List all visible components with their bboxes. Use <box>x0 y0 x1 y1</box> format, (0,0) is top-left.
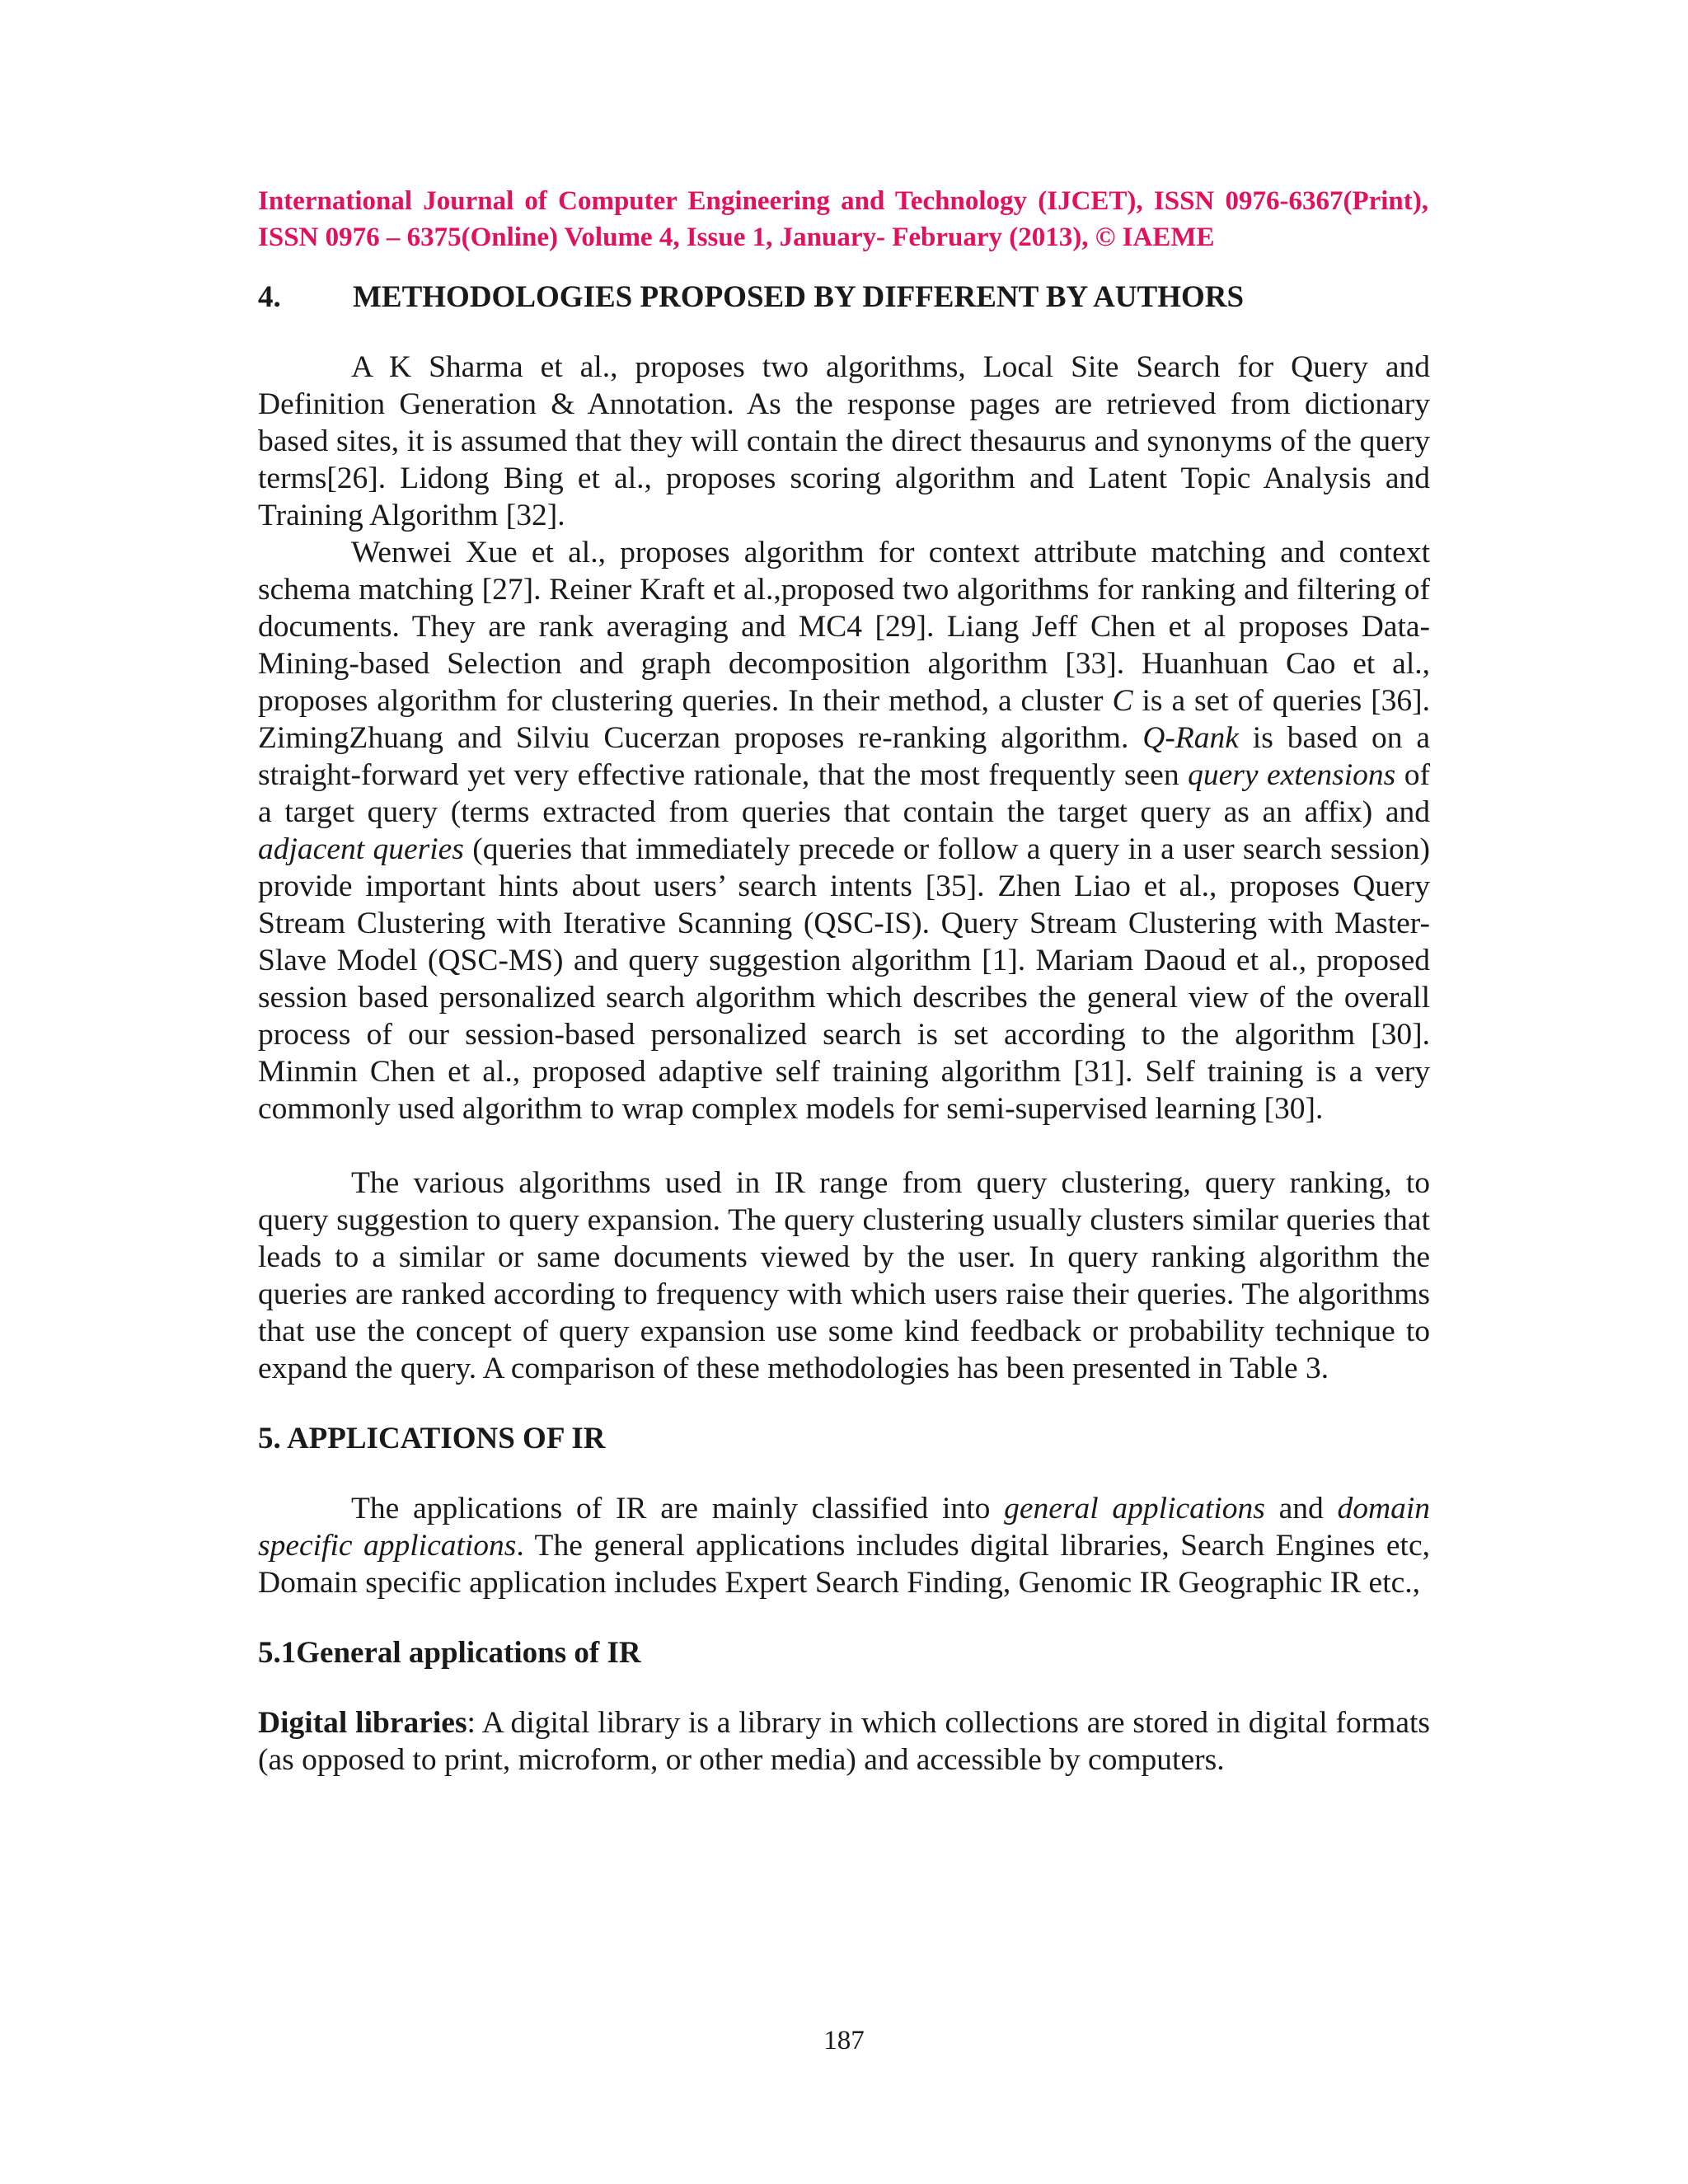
section-4-heading <box>258 279 1430 316</box>
section-4-title: METHODOLOGIES PROPOSED BY DIFFERENT BY AUTHORS <box>353 280 1245 314</box>
digital-libraries-term: Digital libraries <box>258 1706 467 1740</box>
cluster-symbol: C <box>1112 684 1133 718</box>
section-4-number: 4. <box>258 280 281 314</box>
journal-header: International Journal of Computer Engineering and Technology (IJCET), ISSN 0976-6367(Print), ISSN 0976 – 6375(Online) Volume 4, Issue 1, January- February (2013), © IAEME <box>258 186 1428 252</box>
general-applications-term: general applications <box>1004 1492 1265 1526</box>
query-extensions-term: query extensions <box>1188 758 1396 792</box>
digital-libraries-paragraph: Digital libraries: A digital library is a library in which collections are stored in digital formats (as opposed to print, microform, or other media) and accessible by computers. <box>258 1706 1430 1777</box>
adjacent-queries-term: adjacent queries <box>258 832 464 866</box>
section-5-1-heading: 5.1General applications of IR <box>258 1636 641 1670</box>
page-number: 187 <box>823 2026 865 2055</box>
section-4-paragraph-1: A K Sharma et al., proposes two algorithms, Local Site Search for Query and Definition Generation & Annotation. As the response pages are retrieved from dictionary based sites, it is assumed that they will contain the direct thesaurus and synonyms of the query terms[26]. Lidong Bing et al., proposes scoring algorithm and Latent Topic Analysis and Training Algorithm [32]. <box>258 350 1430 532</box>
page-content <box>258 279 1430 1779</box>
q-rank-term: Q-Rank <box>1142 721 1239 755</box>
section-5-paragraph-1: The applications of IR are mainly classified into general applications and domain specific applications. The general applications includes digital libraries, Search Engines etc, Domain specific application includes Expert Search Finding, Genomic IR Geographic IR etc., <box>258 1492 1430 1600</box>
section-4-paragraph-3: The various algorithms used in IR range from query clustering, query ranking, to query suggestion to query expansion. The query clustering usually clusters similar queries that leads to a similar or same documents viewed by the user. In query ranking algorithm the queries are ranked according to frequency with which users raise their queries. The algorithms that use the concept of query expansion use some kind feedback or probability technique to expand the query. A comparison of these methodologies has been presented in Table 3. <box>258 1166 1430 1385</box>
domain-specific-applications-term: domain specific applications <box>258 1492 1430 1563</box>
section-4-paragraph-2: Wenwei Xue et al., proposes algorithm for context attribute matching and context schema matching [27]. Reiner Kraft et al.,proposed two algorithms for ranking and filtering of documents. They are rank averaging and MC4 [29]. Liang Jeff Chen et al proposes Data-Mining-based Selection and graph decomposition algorithm [33]. Huanhuan Cao et al., proposes algorithm for clustering queries. In their method, a cluster C is a set of queries [36]. ZimingZhuang and Silviu Cucerzan proposes re-ranking algorithm. Q-Rank is based on a straight-forward yet very effective rationale, that the most frequently seen query extensions of a target query (terms extracted from queries that contain the target query as an affix) and adjacent queries (queries that immediately precede or follow a query in a user search session) provide important hints about users’ search intents [35]. Zhen Liao et al., proposes Query Stream Clustering with Iterative Scanning (QSC-IS). Query Stream Clustering with Master-Slave Model (QSC-MS) and query suggestion algorithm [1]. Mariam Daoud et al., proposed session based personalized search algorithm which describes the general view of the overall process of our session-based personalized search is set according to the algorithm [30]. Minmin Chen et al., proposed adaptive self training algorithm [31]. Self training is a very commonly used algorithm to wrap complex models for semi-supervised learning [30]. <box>258 536 1431 1126</box>
section-5-heading: 5. APPLICATIONS OF IR <box>258 1422 606 1455</box>
